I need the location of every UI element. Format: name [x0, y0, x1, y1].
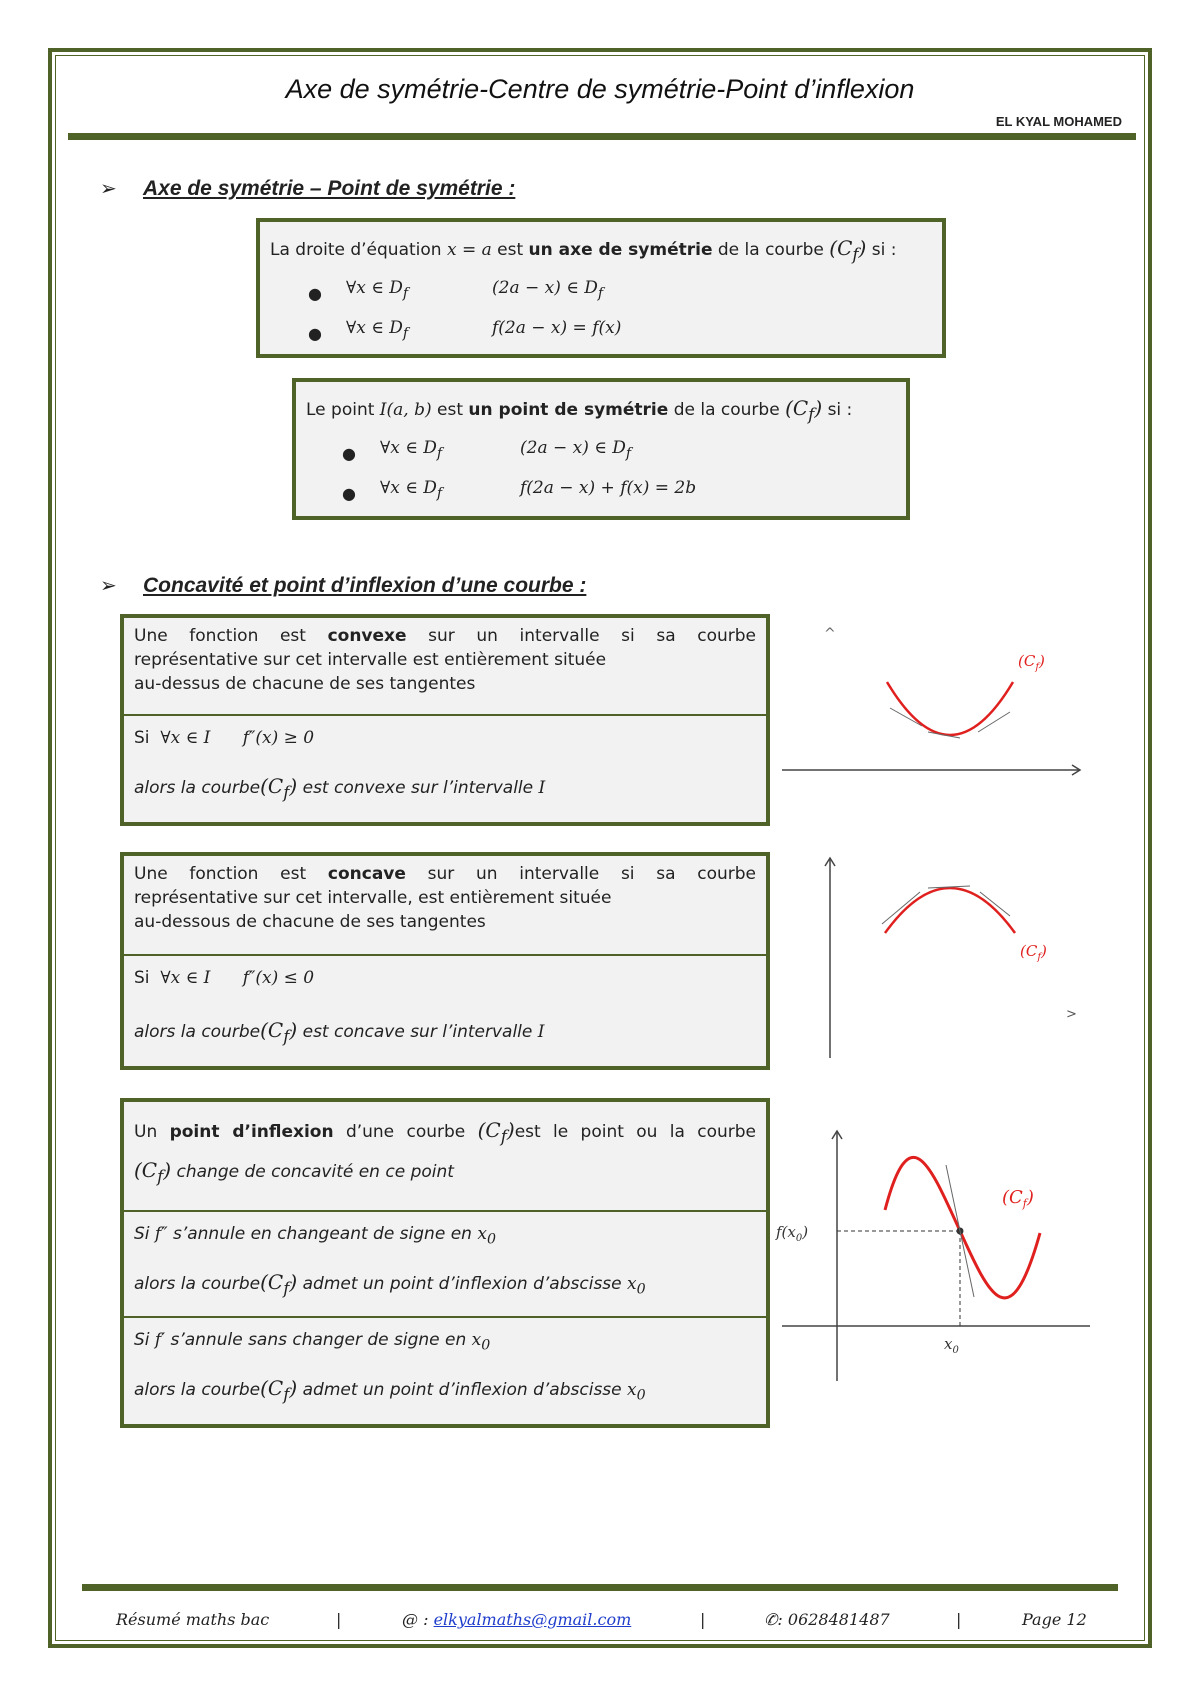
point-cond1-left: ∀x ∈ $D_f$ — [380, 438, 443, 462]
convex-definition — [124, 618, 766, 716]
footer-separator: | — [336, 1610, 342, 1629]
inflexion-graph-label: $(C_f)$ — [1002, 1187, 1034, 1210]
text: de la courbe — [717, 240, 824, 260]
y-axis-arrow-icon: ^ — [824, 626, 836, 642]
footer-separator: | — [956, 1610, 962, 1629]
inflexion-graph — [770, 1125, 1100, 1385]
concave-box — [120, 852, 770, 1070]
x-axis-label: $x_0$ — [944, 1335, 959, 1356]
convex-box — [120, 614, 770, 826]
footer-phone: ✆: 0628481487 — [764, 1610, 890, 1629]
convex-curve — [887, 682, 1013, 735]
inflexion-case-first-derivative — [124, 1318, 766, 1424]
concave-def-line3: au-dessous de chacune de ses tangentes — [134, 912, 486, 932]
bullet-icon: ● — [342, 444, 356, 463]
inflexion-curve — [885, 1157, 1040, 1298]
section-title-concavity: Concavité et point d’inflexion d’une courbe : — [143, 574, 587, 597]
concave-cond-line: Si ∀x ∈ I f″(x) ≤ 0 — [134, 968, 315, 988]
text: La droite d’équation — [270, 240, 442, 260]
axis-intro-line — [270, 236, 896, 264]
email-prefix: @ : — [402, 1610, 429, 1629]
convex-graph-label: $(C_f)$ — [1018, 652, 1045, 673]
text: de la courbe — [673, 400, 780, 420]
curve-name: $(C_f)$ — [829, 236, 867, 264]
inflexion-box — [120, 1098, 770, 1428]
case1-result-line: alors la $courbe(C_f)$ admet un point d’inflexion d’abscisse $x_0$ — [134, 1270, 646, 1298]
convex-graph — [770, 620, 1100, 790]
axis-cond2-right: f(2a − x) = f(x) — [492, 318, 622, 338]
axis-cond2-left: ∀x ∈ $D_f$ — [346, 318, 409, 342]
concave-result-line: alors la $courbe(C_f)$ est concave sur l’intervalle I — [134, 1018, 545, 1046]
convex-cond-line: Si ∀x ∈ I f″(x) ≥ 0 — [134, 728, 315, 748]
bold-term: un point de symétrie — [468, 400, 669, 420]
concave-graph-label: $(C_f)$ — [1020, 942, 1047, 963]
bullet-icon: ● — [308, 284, 322, 303]
concave-graph — [770, 848, 1100, 1068]
convex-def-line2: représentative sur cet intervalle est entièrement située — [134, 650, 607, 670]
footer-left: Résumé maths bac — [116, 1610, 270, 1629]
equation: x = a — [446, 240, 492, 260]
point-cond1-right: (2a − x) ∈ $D_f$ — [520, 438, 632, 462]
concave-curve — [885, 888, 1015, 933]
inflexion-case-second-derivative — [124, 1212, 766, 1318]
concave-definition — [124, 856, 766, 956]
footer-separator: | — [700, 1610, 706, 1629]
footer-page-number: Page 12 — [1022, 1610, 1087, 1629]
footer-rule — [82, 1584, 1118, 1591]
section-title-symmetry: Axe de symétrie – Point de symétrie : — [143, 177, 516, 200]
concave-condition — [124, 956, 766, 1066]
concave-def-line1: Une fonction est concave sur un intervalle si sa courbe — [134, 864, 756, 884]
point-cond2-left: ∀x ∈ $D_f$ — [380, 478, 443, 502]
section-arrow-icon: ➢ — [100, 573, 117, 597]
bold-term: un axe de symétrie — [528, 240, 713, 260]
convex-def-line3: au-dessus de chacune de ses tangentes — [134, 674, 476, 694]
bullet-icon: ● — [308, 324, 322, 343]
text: si : — [871, 240, 897, 260]
case1-cond-line: Si f″ s’annule en changeant de signe en $x_0$ — [134, 1224, 496, 1248]
point-cond2-right: f(2a − x) + f(x) = 2b — [520, 478, 697, 498]
inflexion-definition — [124, 1102, 766, 1212]
inflexion-def-line1: Un point d’inflexion d’une courbe $(C_f)est$ le point ou la courbe — [134, 1118, 756, 1146]
convex-result-line: alors la $courbe(C_f)$ est convexe sur l’intervalle I — [134, 774, 546, 802]
section-arrow-icon: ➢ — [100, 176, 117, 200]
case2-result-line: alors la $courbe(C_f)$ admet un point d’inflexion d’abscisse $x_0$ — [134, 1376, 646, 1404]
axis-cond1-right: (2a − x) ∈ $D_f$ — [492, 278, 604, 302]
y-axis-label: $f(x_0)$ — [776, 1223, 809, 1244]
case2-cond-line: Si f′ s’annule sans changer de signe en $x_0$ — [134, 1330, 491, 1354]
author-name: EL KYAL MOHAMED — [995, 114, 1122, 129]
inflexion-def-line2: $(C_f)$ change de concavité en ce point — [134, 1158, 454, 1186]
text: si : — [827, 400, 853, 420]
convex-condition — [124, 716, 766, 822]
point-name: I(a, b) — [379, 400, 432, 420]
curve-name: $(C_f)$ — [785, 396, 823, 424]
text: est — [437, 400, 463, 420]
axis-symmetry-box — [256, 218, 946, 358]
header-rule — [68, 133, 1136, 140]
text: Le point — [306, 400, 375, 420]
x-axis-arrow-icon: > — [1066, 1007, 1077, 1022]
page-title: Axe de symétrie-Centre de symétrie-Point d’inflexion — [285, 74, 915, 104]
footer-email — [402, 1610, 631, 1629]
email-link[interactable]: elkyalmaths@gmail.com — [433, 1610, 632, 1629]
text: est — [497, 240, 524, 260]
axis-cond1-left: ∀x ∈ $D_f$ — [346, 278, 409, 302]
convex-def-line1: Une fonction est convexe sur un intervalle si sa courbe — [134, 626, 757, 646]
point-symmetry-box — [292, 378, 910, 520]
concave-def-line2: représentative sur cet intervalle, est entièrement située — [134, 888, 612, 908]
point-intro-line — [306, 396, 852, 424]
bullet-icon: ● — [342, 484, 356, 503]
